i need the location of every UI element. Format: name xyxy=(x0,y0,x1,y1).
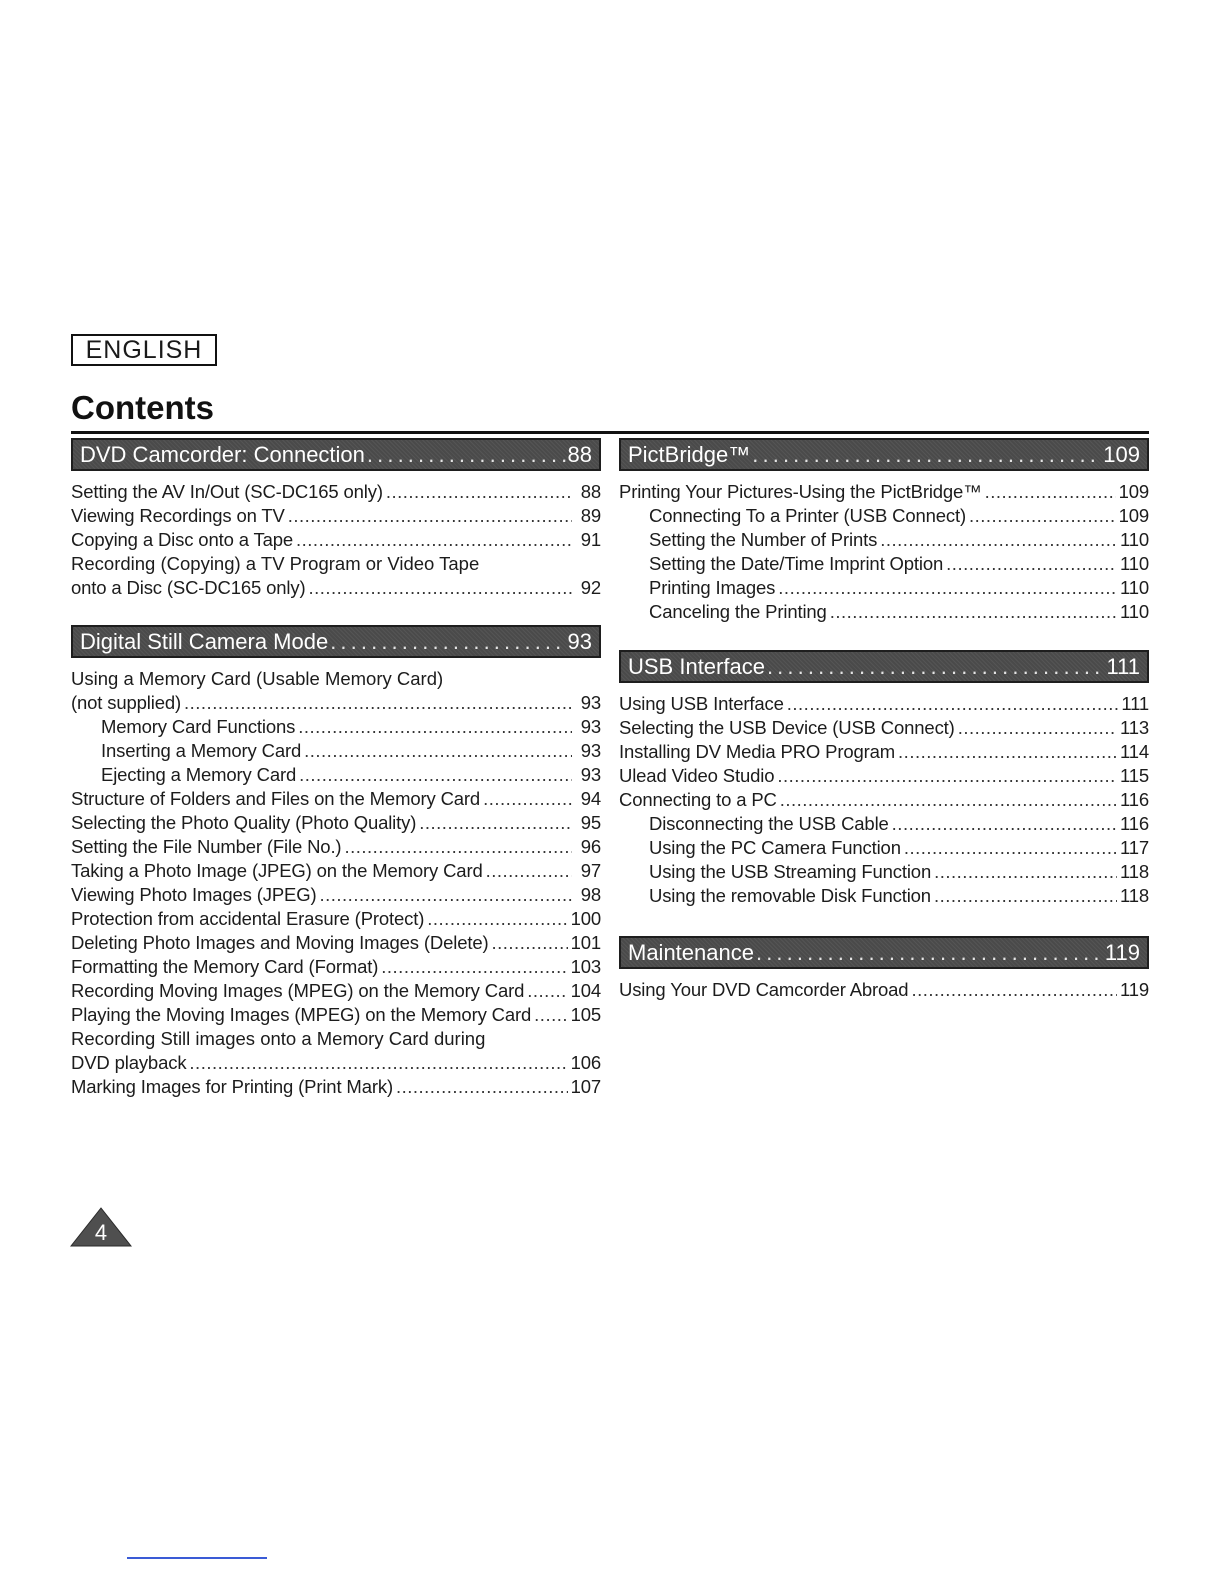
toc-entry[interactable] xyxy=(619,740,1149,764)
dot-leader xyxy=(892,812,1117,836)
entry-page-number: 91 xyxy=(580,529,601,550)
entry-label: Viewing Photo Images (JPEG) xyxy=(71,884,317,905)
dot-leader xyxy=(381,955,567,979)
entry-page-number: 107 xyxy=(570,1076,601,1097)
entry-label: Installing DV Media PRO Program xyxy=(619,741,896,762)
dot-leader xyxy=(386,480,572,504)
entry-label: Printing Your Pictures-Using the PictBridge™ xyxy=(619,481,982,502)
entry-page-number: 109 xyxy=(1118,505,1149,526)
entry-page-number: 118 xyxy=(1119,861,1149,882)
toc-entry-multiline[interactable] xyxy=(71,552,601,600)
entry-label: Structure of Folders and Files on the Memory Card xyxy=(71,788,481,809)
language-label: ENGLISH xyxy=(71,334,217,366)
entry-page-number: 95 xyxy=(580,812,601,833)
dot-leader xyxy=(189,1051,567,1075)
entry-page-number: 111 xyxy=(1121,693,1149,714)
entry-page-number: 114 xyxy=(1119,741,1149,762)
dot-leader xyxy=(830,600,1117,624)
entry-page-number: 93 xyxy=(580,692,601,713)
toc-entry[interactable] xyxy=(71,528,601,552)
toc-entry[interactable] xyxy=(619,528,1149,552)
section-header[interactable] xyxy=(71,625,601,658)
entry-page-number: 94 xyxy=(580,788,601,809)
entry-page-number: 96 xyxy=(580,836,601,857)
toc-section-pictbridge xyxy=(619,438,1149,624)
dot-leader xyxy=(778,576,1117,600)
entry-page-number: 115 xyxy=(1119,765,1149,786)
entry-label-line1: Using a Memory Card (Usable Memory Card) xyxy=(71,668,444,689)
dot-leader xyxy=(934,884,1117,908)
entry-page-number: 104 xyxy=(570,980,601,1001)
dot-leader xyxy=(304,739,572,763)
dot-leader xyxy=(299,763,572,787)
toc-entry[interactable] xyxy=(619,576,1149,600)
entry-label: Setting the File Number (File No.) xyxy=(71,836,342,857)
dot-leader xyxy=(344,835,572,859)
entry-page-number: 110 xyxy=(1119,601,1149,622)
toc-entry[interactable] xyxy=(619,812,1149,836)
dot-leader xyxy=(184,691,572,715)
dot-leader xyxy=(308,576,572,600)
title-rule xyxy=(71,431,1149,434)
entry-label: Recording Moving Images (MPEG) on the Memory Card xyxy=(71,980,525,1001)
dot-leader xyxy=(780,788,1117,812)
entry-label: Inserting a Memory Card xyxy=(101,740,302,761)
entry-label-line1: Recording Still images onto a Memory Card during xyxy=(71,1028,486,1049)
toc-entry[interactable] xyxy=(71,1075,601,1099)
toc-section-dvd-connection xyxy=(71,438,601,600)
dot-leader xyxy=(492,931,568,955)
dot-leader xyxy=(288,504,572,528)
entry-page-number: 116 xyxy=(1119,813,1149,834)
entry-label: Selecting the Photo Quality (Photo Quality) xyxy=(71,812,417,833)
dot-leader xyxy=(752,440,1101,469)
section-title: Digital Still Camera Mode xyxy=(80,629,329,654)
entry-page-number: 92 xyxy=(580,577,601,598)
entry-page-number: 110 xyxy=(1119,553,1149,574)
section-title: PictBridge™ xyxy=(628,442,751,467)
toc-entry[interactable] xyxy=(619,600,1149,624)
dot-leader xyxy=(756,938,1103,967)
toc-entry-multiline[interactable] xyxy=(71,1027,601,1075)
entry-page-number: 97 xyxy=(580,860,601,881)
dot-leader xyxy=(880,528,1117,552)
dot-leader xyxy=(319,883,572,907)
entry-label: Connecting to a PC xyxy=(619,789,777,810)
toc-entry[interactable] xyxy=(619,552,1149,576)
entry-page-number: 88 xyxy=(580,481,601,502)
toc-left-column xyxy=(71,438,601,1099)
entry-page-number: 106 xyxy=(570,1052,601,1073)
entry-label: Ulead Video Studio xyxy=(619,765,775,786)
entry-label: Using the USB Streaming Function xyxy=(649,861,932,882)
toc-entry[interactable] xyxy=(71,480,601,504)
entry-label: Selecting the USB Device (USB Connect) xyxy=(619,717,955,738)
dot-leader xyxy=(911,978,1117,1002)
toc-entry[interactable] xyxy=(619,692,1149,716)
section-page-number: 119 xyxy=(1104,940,1140,965)
entry-page-number: 103 xyxy=(570,956,601,977)
entry-label: Setting the Number of Prints xyxy=(649,529,878,550)
entry-label: Ejecting a Memory Card xyxy=(101,764,297,785)
page-title: Contents xyxy=(71,389,214,426)
dot-leader xyxy=(777,764,1117,788)
entry-label: Setting the Date/Time Imprint Option xyxy=(649,553,944,574)
entry-page-number: 100 xyxy=(570,908,601,929)
entry-label: Playing the Moving Images (MPEG) on the Memory Card xyxy=(71,1004,532,1025)
page-number-badge xyxy=(70,1207,132,1247)
entry-label: Deleting Photo Images and Moving Images (Delete) xyxy=(71,932,489,953)
toc-entry[interactable] xyxy=(71,763,601,787)
toc-entry[interactable] xyxy=(619,978,1149,1002)
toc-entry[interactable] xyxy=(71,739,601,763)
entry-label: Printing Images xyxy=(649,577,776,598)
entry-label: Protection from accidental Erasure (Protect) xyxy=(71,908,425,929)
entry-page-number: 110 xyxy=(1119,529,1149,550)
toc-section-usb-interface xyxy=(619,650,1149,908)
section-title: USB Interface xyxy=(628,654,765,679)
section-header[interactable] xyxy=(619,936,1149,969)
toc-entry[interactable] xyxy=(619,860,1149,884)
entry-label: Connecting To a Printer (USB Connect) xyxy=(649,505,966,526)
entry-label: Marking Images for Printing (Print Mark) xyxy=(71,1076,393,1097)
dot-leader xyxy=(396,1075,568,1099)
entry-page-number: 93 xyxy=(580,764,601,785)
toc-entry[interactable] xyxy=(71,907,601,931)
toc-entry[interactable] xyxy=(619,504,1149,528)
entry-label-line2: DVD playback xyxy=(71,1052,187,1073)
toc-entry[interactable] xyxy=(619,836,1149,860)
section-title: DVD Camcorder: Connection xyxy=(80,442,365,467)
dot-leader xyxy=(427,907,567,931)
footer-rule xyxy=(127,1557,267,1559)
toc-section-maintenance xyxy=(619,936,1149,1002)
entry-label: Using USB Interface xyxy=(619,693,784,714)
toc-entry[interactable] xyxy=(71,859,601,883)
toc-entry[interactable] xyxy=(619,764,1149,788)
dot-leader xyxy=(486,859,572,883)
entry-page-number: 93 xyxy=(580,740,601,761)
toc-entry[interactable] xyxy=(71,931,601,955)
toc-entry[interactable] xyxy=(71,787,601,811)
entry-label-line2: (not supplied) xyxy=(71,692,181,713)
toc-entry[interactable] xyxy=(619,788,1149,812)
toc-entry[interactable] xyxy=(71,504,601,528)
toc-entry-multiline[interactable] xyxy=(71,667,601,715)
toc-entry[interactable] xyxy=(71,811,601,835)
toc-section-digital-still-camera xyxy=(71,625,601,1099)
section-header[interactable] xyxy=(619,438,1149,471)
dot-leader xyxy=(534,1003,567,1027)
dot-leader xyxy=(296,528,572,552)
dot-leader xyxy=(367,440,566,469)
entry-label-line1: Recording (Copying) a TV Program or Video Tape xyxy=(71,553,480,574)
dot-leader xyxy=(298,715,572,739)
entry-label: Setting the AV In/Out (SC-DC165 only) xyxy=(71,481,383,502)
toc-entry[interactable] xyxy=(71,955,601,979)
section-page-number: 109 xyxy=(1103,442,1140,467)
entry-page-number: 117 xyxy=(1119,837,1149,858)
entry-page-number: 109 xyxy=(1118,481,1149,502)
entry-page-number: 89 xyxy=(580,505,601,526)
section-page-number: 111 xyxy=(1106,654,1140,679)
entry-label-line2: onto a Disc (SC-DC165 only) xyxy=(71,577,306,598)
entry-label: Using the removable Disk Function xyxy=(649,885,931,906)
dot-leader xyxy=(330,627,565,656)
dot-leader xyxy=(527,979,567,1003)
dot-leader xyxy=(946,552,1117,576)
toc-entry[interactable] xyxy=(71,1003,601,1027)
dot-leader xyxy=(898,740,1117,764)
entry-label: Viewing Recordings on TV xyxy=(71,505,285,526)
entry-label: Memory Card Functions xyxy=(101,716,296,737)
entry-page-number: 119 xyxy=(1119,979,1149,1000)
dot-leader xyxy=(969,504,1116,528)
toc-entry[interactable] xyxy=(619,480,1149,504)
entry-label: Disconnecting the USB Cable xyxy=(649,813,889,834)
section-header[interactable] xyxy=(619,650,1149,683)
dot-leader xyxy=(934,860,1117,884)
toc-entry[interactable] xyxy=(619,716,1149,740)
section-page-number: 93 xyxy=(567,629,592,654)
entry-label: Canceling the Printing xyxy=(649,601,827,622)
entry-page-number: 101 xyxy=(570,932,601,953)
entry-page-number: 113 xyxy=(1119,717,1149,738)
entry-label: Using the PC Camera Function xyxy=(649,837,901,858)
entry-label: Copying a Disc onto a Tape xyxy=(71,529,294,550)
entry-page-number: 116 xyxy=(1119,789,1149,810)
dot-leader xyxy=(904,836,1117,860)
toc-entry[interactable] xyxy=(71,883,601,907)
entry-page-number: 110 xyxy=(1119,577,1149,598)
section-title: Maintenance xyxy=(628,940,754,965)
dot-leader xyxy=(958,716,1117,740)
toc-entry[interactable] xyxy=(619,884,1149,908)
dot-leader xyxy=(419,811,572,835)
section-header[interactable] xyxy=(71,438,601,471)
section-page-number: 88 xyxy=(567,442,592,467)
entry-page-number: 105 xyxy=(570,1004,601,1025)
dot-leader xyxy=(483,787,572,811)
entry-label: Using Your DVD Camcorder Abroad xyxy=(619,979,909,1000)
dot-leader xyxy=(787,692,1119,716)
dot-leader xyxy=(985,480,1116,504)
entry-page-number: 93 xyxy=(580,716,601,737)
entry-label: Taking a Photo Image (JPEG) on the Memory Card xyxy=(71,860,483,881)
dot-leader xyxy=(767,652,1105,681)
entry-page-number: 98 xyxy=(580,884,601,905)
entry-page-number: 118 xyxy=(1119,885,1149,906)
toc-entry[interactable] xyxy=(71,835,601,859)
toc-entry[interactable] xyxy=(71,979,601,1003)
page-number: 4 xyxy=(94,1220,108,1245)
toc-right-column xyxy=(619,438,1149,1002)
toc-entry[interactable] xyxy=(71,715,601,739)
entry-label: Formatting the Memory Card (Format) xyxy=(71,956,379,977)
